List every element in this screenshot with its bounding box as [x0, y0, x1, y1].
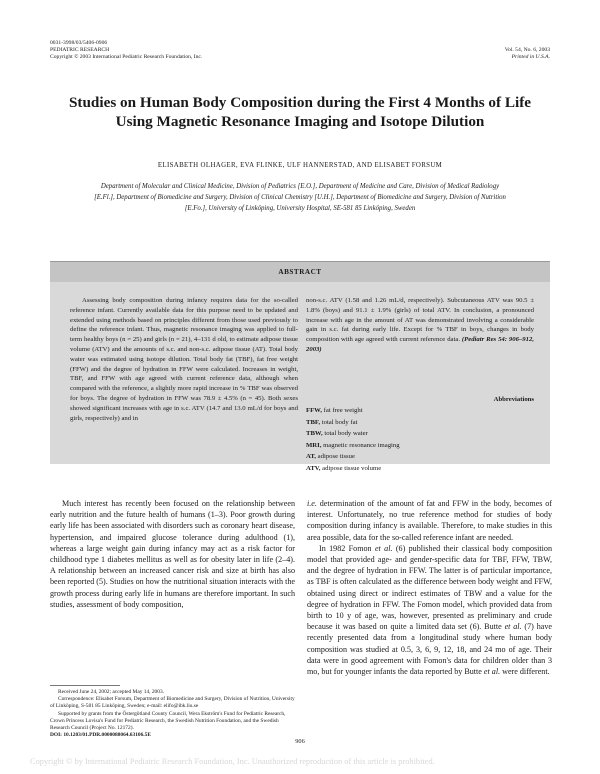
- journal-name: PEDIATRIC RESEARCH: [50, 47, 110, 53]
- abbreviation-item: MRI, magnetic resonance imaging: [306, 441, 400, 449]
- journal-header-right: [350, 47, 550, 61]
- abbreviation-item: TBW, total body water: [306, 430, 368, 438]
- abstract-text-left: Assessing body composition during infancy requires data for the so-called reference infant. Currently available data for this purpose need to be updated and extended using methods based on principles different from those used previously to define the reference infant. Thus, magnetic resonance imaging was applied to full-term healthy boys (n = 25) and girls (n = 21), 4–131 d old, to estimate adipose tissue volume (ATV) and the amounts of s.c. and non-s.c. adipose tissue (AT). Total body water was estimated using isotope dilution. Total body fat (TBF), fat free weight (FFW) and the degree of hydration in FFW were calculated. Increases in weight, TBF, and FFW with age agreed with current reference data, although when compared with the reference, a slightly more rapid increase in % TBF was observed for boys. The degree of hydration in FFW was 78.9 ± 4.5% (n = 45). Both sexes showed significant increases with age in s.c. ATV (14.7 and 13.0 mL/d for boys and girls, respectively) and in: [70, 297, 298, 422]
- abstract-left-column: [70, 296, 298, 423]
- abstract-right-column: [306, 296, 534, 355]
- abbreviation-item: ATV, adipose tissue volume: [306, 464, 382, 472]
- received-date: Received June 24, 2002; accepted May 14, 2003.: [58, 689, 164, 695]
- abstract-text-right: non-s.c. ATV (1.58 and 1.26 mL/d, respectively). Subcutaneous ATV was 90.5 ± 1.8% (boys) and 91.1 ± 1.9% (girls) of total ATV. In conclusion, a pronounced increase with age in the amount of AT was demonstrated involving a considerable gain in s.c. fat during early life. Except for % TBF in boys, changes in body composition with age agreed with current reference data.: [306, 297, 534, 344]
- copyright-watermark: Copyright © by International Pediatric Research Foundation, Inc. Unauthorized reproduction of this article is prohibited.: [30, 757, 435, 766]
- copyright-line: Copyright © 2003 International Pediatric Research Foundation, Inc.: [50, 54, 203, 60]
- abstract-citation: (Pediatr Res 54: 906–912, 2003): [306, 336, 534, 353]
- footnote-divider: [50, 685, 120, 686]
- affiliations: Department of Molecular and Clinical Medicine, Division of Pediatrics [E.O.], Department of Medicine and Care, Division of Medical Radiology [E.Fl.], Department of Biomedicine and Surgery, Division of Clinical Chemistry [U.H.], Department of Biomedicine and Surgery, Division of Nutrition [E.Fo.], University of Linköping, University Hospital, SE-581 85 Linköping, Sweden: [94, 183, 506, 212]
- article-title: Studies on Human Body Composition during the First 4 Months of Life Using Magnetic Resonance Imaging and Isotope Dilution: [68, 94, 532, 130]
- abbreviations-heading: Abbreviations: [493, 396, 534, 403]
- abbreviations-list: [306, 405, 534, 475]
- correspondence-note: Correspondence: Elisabet Forsum, Department of Biomedicine and Surgery, Division of Nutrition, University of Linköping, S-581 85 Linköping, Sweden; e-mail: elifo@ibk.liu.se: [50, 696, 295, 710]
- footnotes: [50, 689, 295, 739]
- printed-in: Printed in U.S.A.: [511, 54, 550, 60]
- page-number: 906: [295, 738, 305, 745]
- journal-header-left: [50, 40, 310, 61]
- volume-info: Vol. 54, No. 6, 2003: [504, 47, 550, 53]
- intro-paragraph-2: i.e. determination of the amount of fat and FFW in the body, becomes of interest. Unfortunately, no true reference method for studies of body composition during infancy is available. Therefore, to make studies in this area possible, data for the so-called reference infant are needed.: [307, 499, 552, 542]
- abbreviation-item: TBF, total body fat: [306, 418, 358, 426]
- intro-paragraph-1: Much interest has recently been focused on the relationship between early nutrition and the future health of humans (1–3). Poor growth during early life has been associated with disorders such as coronary heart disease, hypertension, and impaired glucose tolerance during adulthood (1), whereas a large weight gain during infancy may act as a risk factor for childhood type 1 diabetes mellitus as well as for obesity later in life (2–4). A relationship between an increased cancer risk and size at birth has also been reported (5). Studies on how the nutritional situation interacts with the growth process during early life in humans are therefore important. In such studies, assessment of body composition,: [50, 499, 296, 609]
- doi: DOI: 10.1203/01.PDR.0000088064.63106.5E: [50, 732, 151, 739]
- intro-paragraph-3: In 1982 Fomon et al. (6) published their classical body composition model that provided age- and gender-specific data for TBF, FFW, TBW, and the degree of hydration in FFW. The latter is of particular importance, as TBF is often calculated as the difference between body weight and FFW, obtained using direct or indirect estimates of TBW and a value for the degree of hydration in FFW. The Fomon model, which provided data from birth to 10 y of age, was, however, presented as preliminary and crude because it was based on quite a limited data set (6). Butte et al. (7) have recently presented data from a longitudinal study where human body composition was studied at 0.5, 3, 6, 9, 12, 18, and 24 mo of age. Their data were in good agreement with Fomon's data for children older than 3 mo, but for younger infants the data reported by Butte et al. were different.: [307, 543, 552, 677]
- abbreviation-item: AT, adipose tissue: [306, 453, 355, 461]
- abbreviation-item: FFW, fat free weight: [306, 407, 363, 414]
- body-right-column: [307, 498, 552, 677]
- author-list: ELISABETH OLHAGER, EVA FLINKE, ULF HANNERSTAD, AND ELISABET FORSUM: [157, 162, 443, 169]
- abstract-heading: ABSTRACT: [50, 262, 550, 282]
- issn-code: 0031-3998/03/5406-0906: [50, 40, 108, 46]
- body-left-column: [50, 498, 295, 610]
- funding-note: Supported by grants from the Östergötland County Council, Wera Ekström's Fund for Pediatric Research, Crown Princess Lovisa's Fund for Pediatric Research, the Swedish Nutrition Foundation, and the Swedish Research Council (Project No. 12172).: [50, 710, 286, 732]
